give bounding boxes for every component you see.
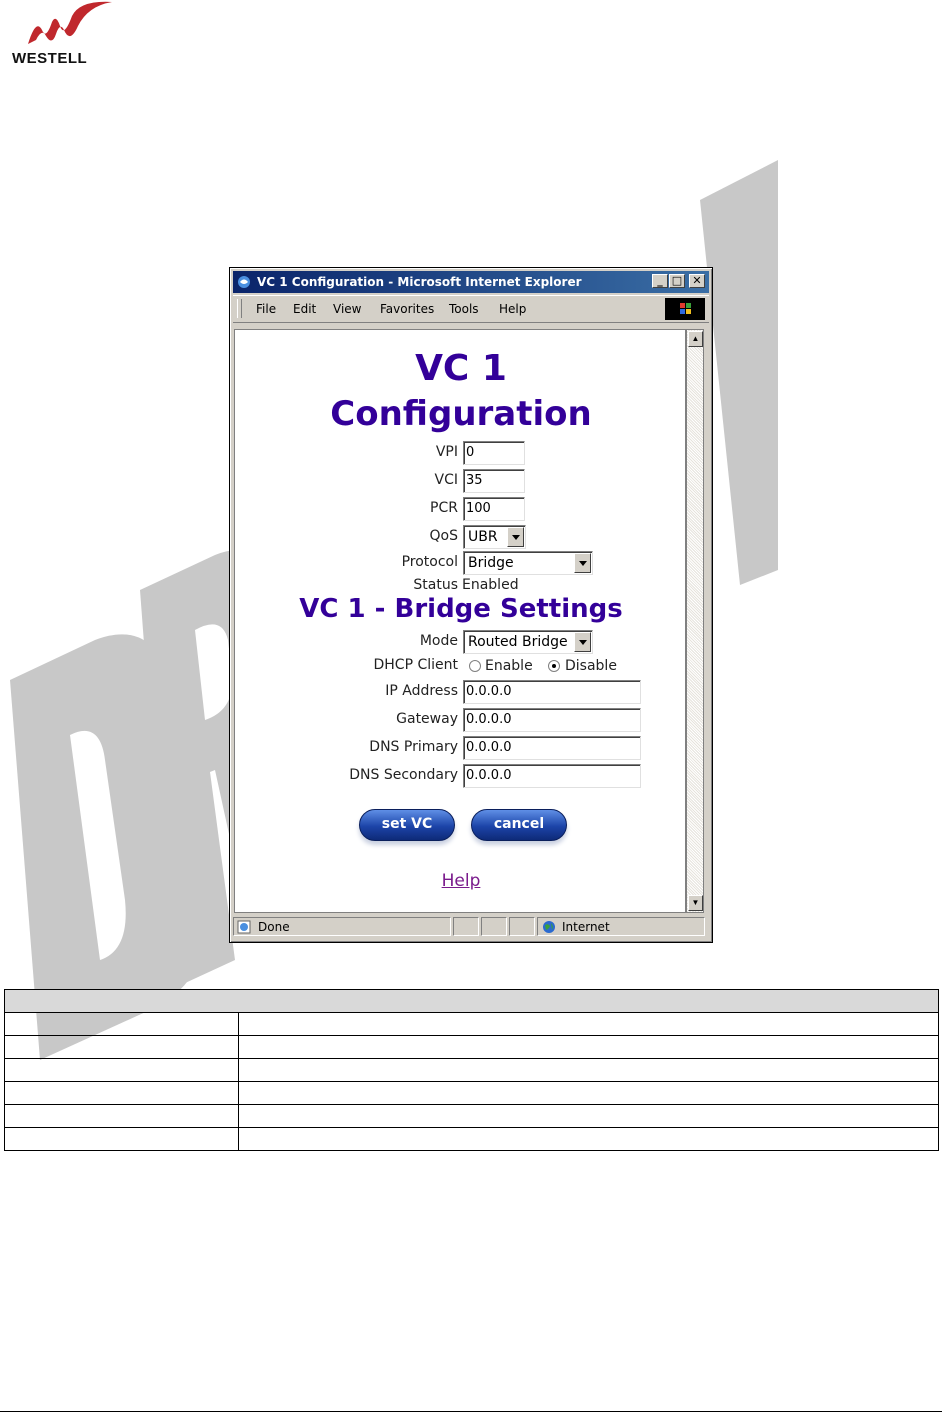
status-value: Enabled bbox=[462, 577, 519, 593]
table-header-row bbox=[5, 990, 939, 1013]
table-cell bbox=[239, 1082, 939, 1105]
status-panel-2 bbox=[453, 917, 479, 936]
protocol-select[interactable] bbox=[463, 551, 593, 575]
vci-input[interactable]: 35 bbox=[463, 469, 525, 493]
menu-edit[interactable]: Edit bbox=[293, 302, 317, 316]
dhcp-enable-label: Enable bbox=[485, 658, 533, 674]
dns-primary-input[interactable]: 0.0.0.0 bbox=[463, 736, 641, 760]
toolbar-grip[interactable] bbox=[237, 299, 242, 318]
dhcp-enable-radio[interactable] bbox=[469, 660, 481, 672]
internet-explorer-icon bbox=[236, 274, 252, 290]
help-link[interactable]: Help bbox=[441, 871, 481, 891]
vci-label: VCI bbox=[434, 472, 458, 488]
status-panel-4 bbox=[509, 917, 535, 936]
qos-select-value: UBR bbox=[468, 529, 498, 545]
menu-tools[interactable]: Tools bbox=[449, 302, 479, 316]
window-title: VC 1 Configuration - Microsoft Internet Explorer bbox=[257, 275, 582, 289]
zone-text: Internet bbox=[562, 920, 610, 934]
vpi-label: VPI bbox=[435, 444, 458, 460]
section-title: VC 1 - Bridge Settings bbox=[299, 594, 623, 624]
page-title-line1: VC 1 bbox=[415, 348, 507, 389]
close-button[interactable]: ✕ bbox=[689, 274, 705, 288]
table-cell bbox=[239, 1059, 939, 1082]
dhcp-disable-radio[interactable] bbox=[548, 660, 560, 672]
table-cell bbox=[239, 1128, 939, 1151]
table-cell bbox=[5, 1082, 239, 1105]
qos-label: QoS bbox=[429, 528, 458, 544]
table-row bbox=[5, 1128, 939, 1151]
menu-favorites[interactable]: Favorites bbox=[380, 302, 435, 316]
table-cell bbox=[239, 1105, 939, 1128]
pcr-input[interactable]: 100 bbox=[463, 497, 525, 521]
table-row bbox=[5, 1059, 939, 1082]
dhcp-client-label: DHCP Client bbox=[373, 657, 458, 673]
status-panel-zone bbox=[537, 917, 705, 936]
table-cell bbox=[239, 1036, 939, 1059]
qos-select[interactable] bbox=[463, 525, 526, 549]
status-text: Done bbox=[258, 920, 290, 934]
footer-rule bbox=[0, 1411, 942, 1412]
scroll-up-icon[interactable]: ▲ bbox=[688, 331, 703, 347]
table-cell bbox=[5, 1036, 239, 1059]
mode-label: Mode bbox=[419, 633, 458, 649]
minimize-button[interactable]: _ bbox=[652, 274, 668, 288]
westell-logo-text: WESTELL bbox=[12, 50, 88, 67]
chevron-down-icon[interactable] bbox=[574, 632, 591, 652]
table-cell bbox=[5, 1013, 239, 1036]
status-panel-main bbox=[233, 917, 451, 936]
table-header-cell bbox=[5, 990, 939, 1013]
table-row bbox=[5, 1013, 939, 1036]
document-table bbox=[4, 989, 939, 1151]
chevron-down-icon[interactable] bbox=[507, 527, 524, 547]
cancel-button[interactable]: cancel bbox=[471, 809, 567, 841]
status-label: Status bbox=[413, 577, 458, 593]
menu-file[interactable]: File bbox=[256, 302, 277, 316]
table-row bbox=[5, 1105, 939, 1128]
dns-primary-label: DNS Primary bbox=[369, 739, 458, 755]
dhcp-disable-label: Disable bbox=[565, 658, 617, 674]
mode-select-value: Routed Bridge bbox=[468, 634, 568, 650]
table-row bbox=[5, 1082, 939, 1105]
globe-icon bbox=[541, 919, 557, 935]
table-row bbox=[5, 1036, 939, 1059]
table-cell bbox=[5, 1128, 239, 1151]
table-cell bbox=[5, 1059, 239, 1082]
menu-bar bbox=[233, 295, 709, 323]
browser-window bbox=[229, 267, 713, 943]
dns-secondary-input[interactable]: 0.0.0.0 bbox=[463, 764, 641, 788]
chevron-down-icon[interactable] bbox=[574, 553, 591, 573]
mode-select[interactable] bbox=[463, 630, 593, 654]
gateway-input[interactable]: 0.0.0.0 bbox=[463, 708, 641, 732]
pcr-label: PCR bbox=[430, 500, 458, 516]
table-cell bbox=[239, 1013, 939, 1036]
ip-address-input[interactable]: 0.0.0.0 bbox=[463, 680, 641, 704]
menu-help[interactable]: Help bbox=[499, 302, 527, 316]
scroll-down-icon[interactable]: ▼ bbox=[688, 895, 703, 911]
windows-logo-icon bbox=[665, 298, 705, 320]
page-done-icon bbox=[236, 919, 252, 935]
set-vc-button[interactable]: set VC bbox=[359, 809, 455, 841]
vertical-scrollbar[interactable] bbox=[686, 329, 704, 913]
table-cell bbox=[5, 1105, 239, 1128]
menu-view[interactable]: View bbox=[333, 302, 362, 316]
page-title-line2: Configuration bbox=[330, 394, 592, 434]
ip-address-label: IP Address bbox=[385, 683, 458, 699]
page-content bbox=[234, 329, 686, 913]
status-bar bbox=[233, 916, 709, 938]
gateway-label: Gateway bbox=[396, 711, 458, 727]
protocol-label: Protocol bbox=[401, 554, 458, 570]
status-panel-3 bbox=[481, 917, 507, 936]
title-bar[interactable] bbox=[233, 271, 709, 293]
maximize-button[interactable]: □ bbox=[669, 274, 685, 288]
dns-secondary-label: DNS Secondary bbox=[349, 767, 458, 783]
vpi-input[interactable]: 0 bbox=[463, 441, 525, 465]
protocol-select-value: Bridge bbox=[468, 555, 514, 571]
